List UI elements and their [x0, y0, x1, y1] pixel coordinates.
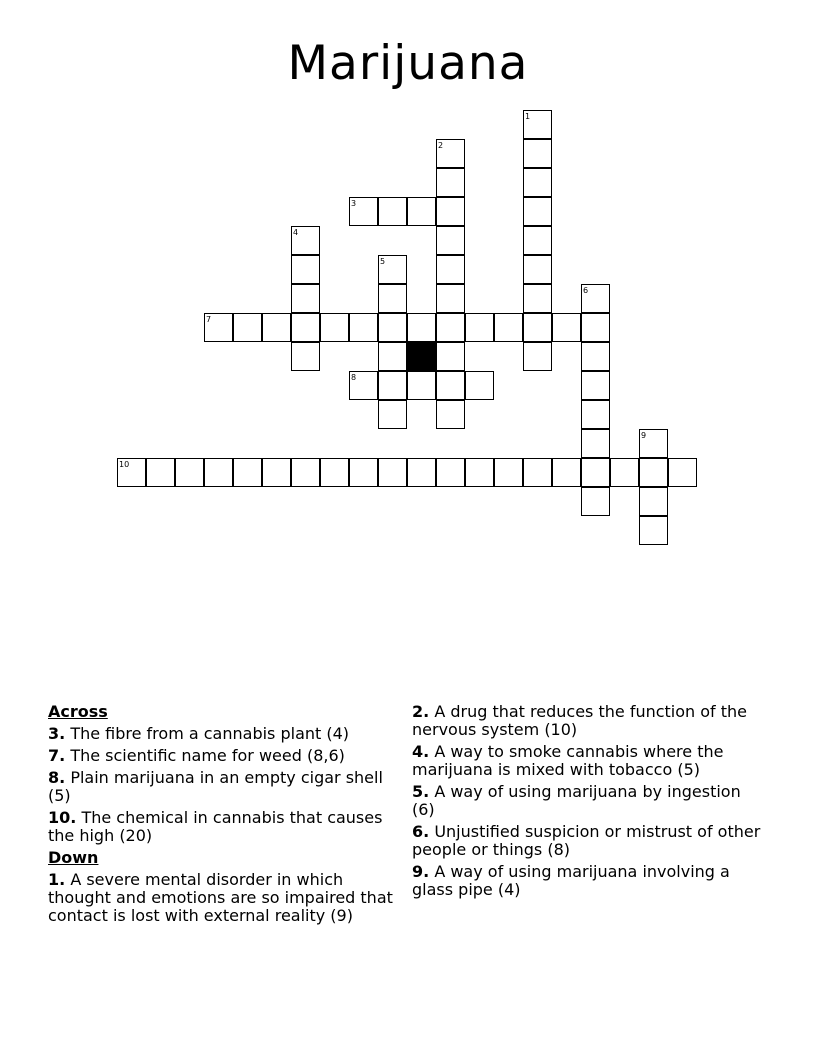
- clue-down-4: 4. A way to smoke cannabis where the marijuana is mixed with tobacco (5): [412, 742, 724, 779]
- grid-clue-number: 5: [380, 257, 386, 266]
- grid-cell[interactable]: [262, 458, 291, 487]
- grid-cell[interactable]: [378, 284, 407, 313]
- clue-across-8: 8. Plain marijuana in an empty cigar shell (5): [48, 768, 383, 805]
- grid-cell[interactable]: [523, 255, 552, 284]
- grid-cell[interactable]: [523, 313, 552, 342]
- grid-cell[interactable]: [291, 313, 320, 342]
- grid-cell[interactable]: [610, 458, 639, 487]
- grid-cell[interactable]: [436, 400, 465, 429]
- page-title: Marijuana: [287, 36, 529, 91]
- grid-cell[interactable]: [465, 458, 494, 487]
- grid-clue-number: 3: [351, 199, 357, 208]
- grid-cell[interactable]: [320, 313, 349, 342]
- grid-cell[interactable]: [378, 313, 407, 342]
- grid-cell[interactable]: [581, 487, 610, 516]
- clue-across-3: 3. The fibre from a cannabis plant (4): [48, 724, 350, 743]
- grid-cell[interactable]: [349, 458, 378, 487]
- grid-cell[interactable]: [639, 458, 668, 487]
- grid-cell[interactable]: [436, 313, 465, 342]
- grid-cell[interactable]: [436, 284, 465, 313]
- grid-cell[interactable]: [233, 313, 262, 342]
- grid-cell[interactable]: [581, 400, 610, 429]
- grid-cell[interactable]: [523, 168, 552, 197]
- grid-cell[interactable]: [436, 255, 465, 284]
- clues-column-right: [412, 703, 762, 903]
- grid-clue-number: 8: [351, 373, 357, 382]
- grid-cell[interactable]: [523, 139, 552, 168]
- down-heading: Down: [48, 848, 99, 867]
- grid-cell[interactable]: [436, 168, 465, 197]
- grid-cell[interactable]: [378, 197, 407, 226]
- grid-cell[interactable]: [552, 458, 581, 487]
- clue-down-1: 1. A severe mental disorder in which thought and emotions are so impaired that contact is lost with external reality (9): [48, 870, 393, 925]
- grid-cell[interactable]: [436, 458, 465, 487]
- grid-cell[interactable]: [436, 342, 465, 371]
- grid-cell[interactable]: [523, 458, 552, 487]
- grid-cell[interactable]: [291, 458, 320, 487]
- clue-across-7: 7. The scientific name for weed (8,6): [48, 746, 345, 765]
- grid-cell[interactable]: [581, 458, 610, 487]
- grid-cell[interactable]: [523, 197, 552, 226]
- grid-cell[interactable]: [668, 458, 697, 487]
- grid-cell[interactable]: [639, 516, 668, 545]
- grid-cell[interactable]: [378, 458, 407, 487]
- grid-cell[interactable]: [175, 458, 204, 487]
- grid-cell[interactable]: [581, 342, 610, 371]
- grid-cell[interactable]: [581, 371, 610, 400]
- grid-block-cell: [407, 342, 436, 371]
- grid-cell[interactable]: [407, 458, 436, 487]
- grid-cell[interactable]: [291, 255, 320, 284]
- grid-cell[interactable]: [552, 313, 581, 342]
- grid-cell[interactable]: [233, 458, 262, 487]
- grid-clue-number: 4: [293, 228, 299, 237]
- clue-down-2: 2. A drug that reduces the function of the nervous system (10): [412, 702, 748, 739]
- grid-cell[interactable]: [523, 342, 552, 371]
- grid-cell[interactable]: [262, 313, 291, 342]
- grid-cell[interactable]: [465, 371, 494, 400]
- grid-cell[interactable]: [407, 313, 436, 342]
- grid-clue-number: 9: [641, 431, 647, 440]
- grid-cell[interactable]: [146, 458, 175, 487]
- grid-clue-number: 2: [438, 141, 444, 150]
- grid-clue-number: 6: [583, 286, 589, 295]
- clue-down-5: 5. A way of using marijuana by ingestion (6): [412, 782, 741, 819]
- grid-cell[interactable]: [204, 458, 233, 487]
- grid-cell[interactable]: [378, 342, 407, 371]
- grid-cell[interactable]: [494, 458, 523, 487]
- across-heading: Across: [48, 702, 108, 721]
- clue-across-10: 10. The chemical in cannabis that causes the high (20): [48, 808, 383, 845]
- grid-cell[interactable]: [407, 371, 436, 400]
- grid-cell[interactable]: [407, 197, 436, 226]
- clue-down-9: 9. A way of using marijuana involving a glass pipe (4): [412, 862, 730, 899]
- grid-cell[interactable]: [378, 371, 407, 400]
- grid-clue-number: 7: [206, 315, 212, 324]
- grid-cell[interactable]: [349, 313, 378, 342]
- grid-cell[interactable]: [494, 313, 523, 342]
- grid-clue-number: 1: [525, 112, 531, 121]
- grid-cell[interactable]: [639, 487, 668, 516]
- grid-cell[interactable]: [378, 400, 407, 429]
- grid-cell[interactable]: [291, 342, 320, 371]
- grid-clue-number: 10: [119, 460, 130, 469]
- grid-cell[interactable]: [291, 284, 320, 313]
- grid-cell[interactable]: [581, 313, 610, 342]
- grid-cell[interactable]: [465, 313, 494, 342]
- grid-cell[interactable]: [436, 371, 465, 400]
- grid-cell[interactable]: [320, 458, 349, 487]
- clues-column-left: [48, 703, 398, 929]
- grid-cell[interactable]: [436, 197, 465, 226]
- clue-down-6: 6. Unjustified suspicion or mistrust of other people or things (8): [412, 822, 761, 859]
- grid-cell[interactable]: [523, 284, 552, 313]
- grid-cell[interactable]: [436, 226, 465, 255]
- grid-cell[interactable]: [523, 226, 552, 255]
- grid-cell[interactable]: [581, 429, 610, 458]
